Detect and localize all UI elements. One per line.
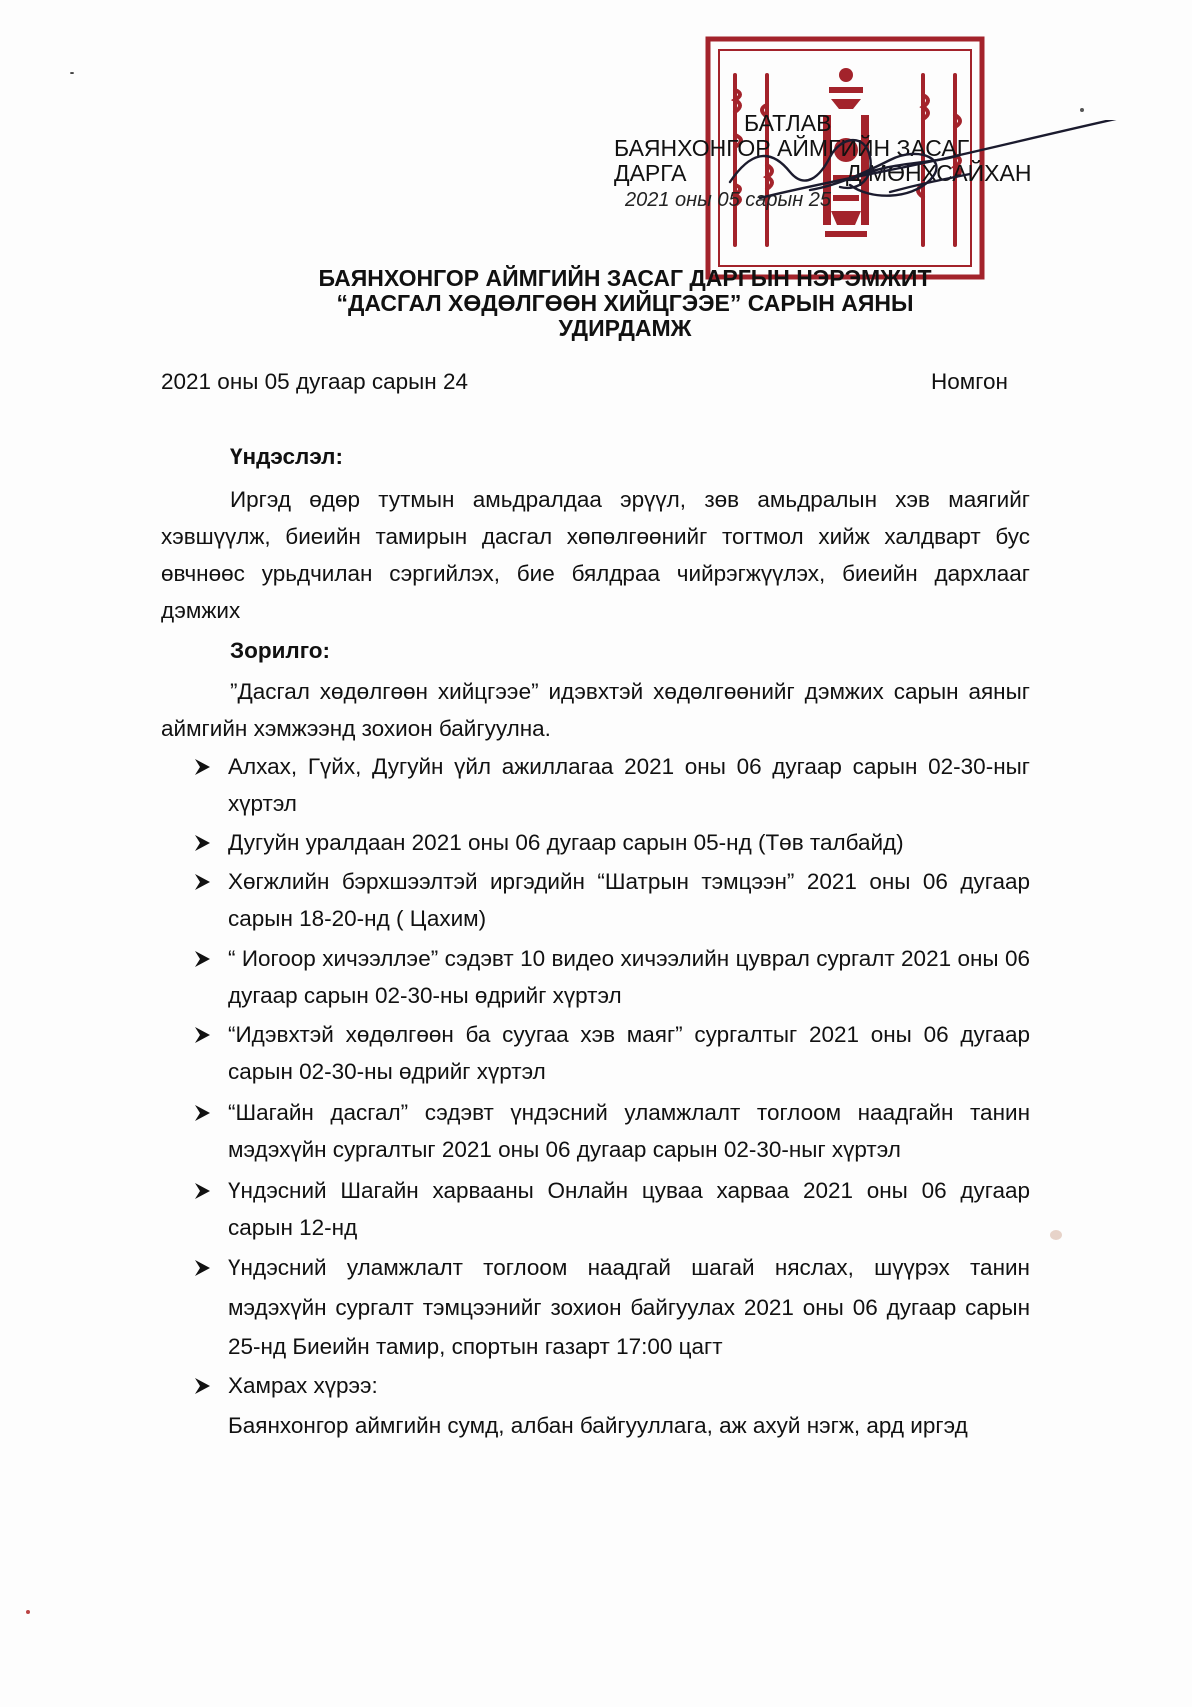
arrow-bullet-icon <box>193 871 213 893</box>
arrow-bullet-icon <box>193 1024 213 1046</box>
list-item-text: хүртэл <box>228 791 297 816</box>
approval-title: БАТЛАВ <box>744 110 832 136</box>
arrow-bullet-icon <box>193 832 213 854</box>
scan-speck <box>26 1610 30 1614</box>
goal-text-line2: аймгийн хэмжээнд зохион байгуулна. <box>161 716 551 741</box>
list-item-text: дугаар сарын 02-30-ны өдрийг хүртэл <box>228 983 622 1008</box>
list-item-text: сарын 12-нд <box>228 1215 358 1240</box>
arrow-bullet-icon <box>193 1102 213 1124</box>
basis-text-line4: дэмжих <box>161 598 241 623</box>
goal-heading: Зорилго: <box>230 638 331 663</box>
scope-text: Баянхонгор аймгийн сумд, албан байгууллага, аж ахуй нэгж, ард иргэд <box>228 1413 968 1438</box>
arrow-bullet-icon <box>193 756 213 778</box>
list-item-text: “Шагайн дасгал” сэдэвт үндэсний уламжлалт тоглоом наадгайн танин <box>228 1100 1030 1125</box>
arrow-bullet-icon <box>193 1375 213 1397</box>
document-title-line1: БАЯНХОНГОР АЙМГИЙН ЗАСАГ ДАРГЫН НЭРЭМЖИТ <box>318 265 932 291</box>
document-date: 2021 оны 05 дугаар сарын 24 <box>161 369 468 394</box>
document-place: Номгон <box>931 369 1008 394</box>
list-item-text: Хөгжлийн бэрхшээлтэй иргэдийн “Шатрын тэмцээн” 2021 оны 06 дугаар <box>228 869 1030 894</box>
scan-speck <box>70 72 74 74</box>
basis-heading: Үндэслэл: <box>230 444 343 469</box>
signature-icon <box>660 120 1130 240</box>
arrow-bullet-icon <box>193 948 213 970</box>
list-item-text: сарын 18-20-нд ( Цахим) <box>228 906 487 931</box>
arrow-bullet-icon <box>193 1257 213 1279</box>
goal-text-line1: ”Дасгал хөдөлгөөн хийцгээе” идэвхтэй хөдөлгөөнийг дэмжих сарын аяныг <box>230 679 1030 704</box>
scan-speck <box>1080 108 1084 112</box>
document-title-line3: УДИРДАМЖ <box>558 315 692 341</box>
list-item-text: Алхах, Гүйх, Дугуйн үйл ажиллагаа 2021 оны 06 дугаар сарын 02-30-ныг <box>228 754 1030 779</box>
list-item-text: “ Иогоор хичээллэе” сэдэвт 10 видео хичээлийн цуврал сургалт 2021 оны 06 <box>228 946 1030 971</box>
arrow-bullet-icon <box>193 1180 213 1202</box>
approval-name: Д.МӨНХСАЙХАН <box>846 160 1032 186</box>
basis-text-line2: хэвшүүлж, биеийн тамирын дасгал хөпөлгөөнийг тогтмол хийж халдварт бус <box>161 524 1030 549</box>
list-item-text: Үндэсний Шагайн харвааны Онлайн цуваа харваа 2021 оны 06 дугаар <box>228 1178 1030 1203</box>
approval-date: 2021 оны 05 сарын 25 <box>625 189 832 211</box>
basis-text-line1: Иргэд өдөр тутмын амьдралдаа эрүүл, зөв амьдралын хэв маягийг <box>230 487 1030 512</box>
list-item-text: Үндэсний уламжлалт тоглоом наадгай шагай няслах, шүүрэх танин <box>228 1255 1030 1280</box>
approval-org: БАЯНХОНГОР АЙМГИЙН ЗАСАГ <box>614 135 970 161</box>
list-item-text: сарын 02-30-ны өдрийг хүртэл <box>228 1059 546 1084</box>
list-item-text: Дугуйн уралдаан 2021 оны 06 дугаар сарын 05-нд (Төв талбайд) <box>228 830 904 855</box>
approval-position: ДАРГА <box>614 160 687 186</box>
basis-text-line3: өвчнөөс урьдчилан сэргийлэх, бие бялдраа чийрэгжүүлэх, биеийн дархлааг <box>161 561 1030 586</box>
document-title-line2: “ДАСГАЛ ХӨДӨЛГӨӨН ХИЙЦГЭЭЕ” САРЫН АЯНЫ <box>336 290 914 316</box>
list-item-text: мэдэхүйн сургалт тэмцээнийг зохион байгуулах 2021 оны 06 дугаар сарын <box>228 1295 1030 1320</box>
list-item-text: “Идэвхтэй хөдөлгөөн ба суугаа хэв маяг” сургалтыг 2021 оны 06 дугаар <box>228 1022 1030 1047</box>
list-item-text: 25-нд Биеийн тамир, спортын газарт 17:00 цагт <box>228 1334 723 1359</box>
list-item-text: мэдэхүйн сургалтыг 2021 оны 06 дугаар сарын 02-30-ныг хүртэл <box>228 1137 901 1162</box>
list-item-text: Хамрах хүрээ: <box>228 1373 378 1398</box>
